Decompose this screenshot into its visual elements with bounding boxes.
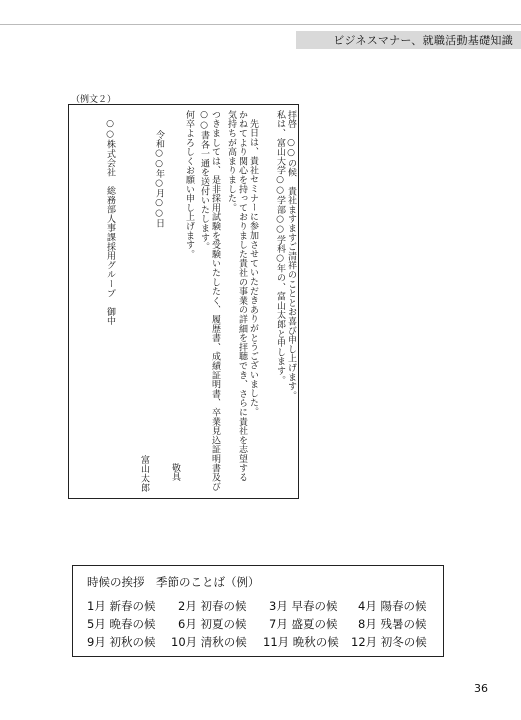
letter-frame: [68, 104, 299, 499]
letter-line-application: つきましては、是非採用試験を受験いたしたく、履歴書、成績証明書、卒業見込証明書及び: [210, 110, 220, 492]
letter-line-interest: かねてより関心を持っておりました貴社の事業の詳細を拝聴でき、さらに貴社を志望する: [237, 110, 247, 482]
letter-line-documents: ○○書各一通を送付いたします。: [199, 110, 209, 252]
season-cell: 6月 初夏の候: [178, 617, 247, 631]
season-cell: 10月 清秋の候: [171, 635, 247, 649]
letter-sender: 富山太郎: [139, 455, 149, 493]
season-cell: 11月 晩秋の候: [263, 635, 339, 649]
season-cell: 1月 新春の候: [87, 599, 156, 613]
letter-recipient: ○○株式会社 総務部人事課採用グループ 御中: [105, 119, 115, 326]
letter-line-intro: 私は、富山大学○○学部○○学科○年の、富山太郎と申します。: [275, 110, 285, 385]
header-title: ビジネスマナー、就職活動基礎知識: [333, 34, 513, 47]
letter-line-request: 何卒よろしくお願い申し上げます。: [184, 110, 194, 259]
letter-line-motivation: 気持ちが高まりました。: [226, 110, 236, 213]
season-cell: 3月 早春の候: [269, 599, 338, 613]
seasonal-greetings-title: 時候の挨拶 季節のことば（例）: [87, 575, 260, 589]
page-number: 36: [474, 682, 488, 695]
seasonal-greetings-box: [72, 565, 444, 657]
season-cell: 8月 残暑の候: [358, 617, 427, 631]
season-cell: 7月 盛夏の候: [269, 617, 338, 631]
letter-line-greeting: 拝啓 ○○の候 貴社ますますご清祥のこととお喜び申し上げます。: [286, 110, 296, 401]
season-cell: 9月 初秋の候: [87, 635, 156, 649]
season-cell: 12月 初冬の候: [351, 635, 427, 649]
page-header: [0, 24, 521, 49]
letter-closing: 敬具: [170, 463, 180, 482]
letter-date: 令和○○年○月○○日: [154, 130, 164, 228]
example-label: （例文２）: [71, 95, 117, 105]
letter-line-thanks: 先日は、貴社セミナーに参加させていただきありがとうございました。: [248, 119, 258, 417]
season-cell: 5月 晩春の候: [87, 617, 156, 631]
season-cell: 4月 陽春の候: [358, 599, 427, 613]
season-cell: 2月 初春の候: [178, 599, 247, 613]
